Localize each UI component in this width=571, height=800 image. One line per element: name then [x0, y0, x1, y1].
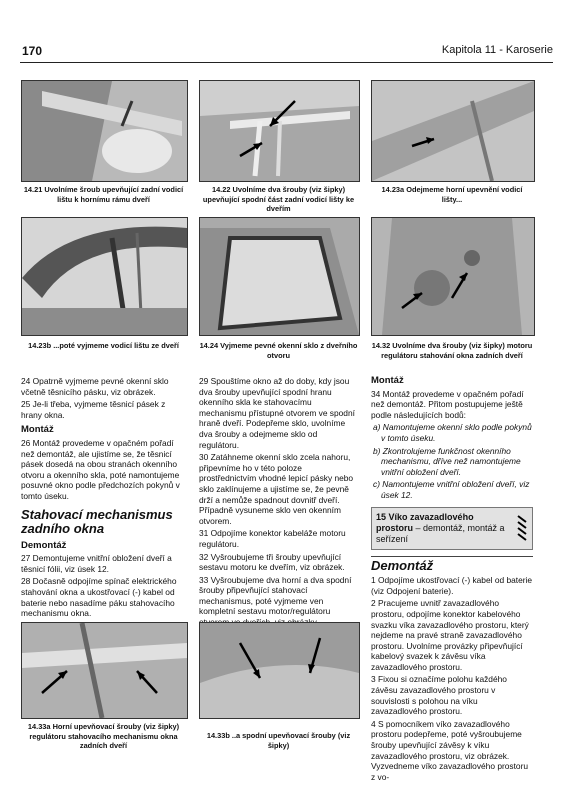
heading-demontaz-2: Demontáž [371, 556, 533, 572]
paragraph-30: 30 Zatáhneme okenní sklo zcela nahoru, připevníme ho v této poloze prostřednictvím vhodné lepicí pásky nebo sklo zaklínujeme a ujistíme se, že pevně drží a nemůže spadnout dovnitř dveří. Případně vysuneme sklo ven okenním otvorem. [199, 452, 354, 526]
photo-14-33a [21, 622, 188, 719]
photo-14-24 [199, 217, 360, 336]
text-column-3 [371, 376, 533, 784]
section-number: 15 [376, 511, 387, 522]
paragraph-24: 24 Opatrně vyjmeme pevné okenní sklo včetně těsnicího pásku, viz obrázek. [21, 376, 169, 397]
text-column-2 [199, 376, 358, 630]
heading-demontaz: Demontáž [21, 539, 67, 551]
paragraph-32: 32 Vyšroubujeme tři šrouby upevňující sestavu motoru ke dveřím, viz obrázek. [199, 551, 345, 573]
paragraph-34: 34 Montáž provedeme v opačném pořadí než demontáž. Přitom postupujeme ještě podle následujících bodů: [371, 388, 524, 420]
caption-14-23b: 14.23b ...poté vyjmeme vodicí lištu ze dveří [28, 341, 179, 350]
paragraph-33: 33 Vyšroubujeme dva horní a dva spodní šrouby připevňující stahovací mechanismus, poté vyjmeme ven kompletní sestavu motor/regulátoru [199, 574, 352, 617]
heading-montaz: Montáž [21, 424, 54, 436]
photo-14-33b [199, 622, 360, 719]
photo-14-32 [371, 217, 535, 336]
list-item-c: c) Namontujeme vnitřní obložení dveří, viz úsek 12. [373, 479, 530, 500]
caption-14-22: 14.22 Uvolníme dva šrouby (viz šipky) upevňující spodní část zadní vodicí lišty ke dveřím [202, 185, 355, 213]
list-item-a: a) Namontujeme okenní sklo podle pokynů v tomto úseku. [373, 422, 532, 443]
paragraph-2: 2 Pracujeme uvnitř zavazadlového prostoru, odpojíme konektor kabelového svazku víka zavazadlového prostoru, který nejdeme na pravé straně zavazadlového prostoru. Uvolníme provázky připevňující kabelový svazek k závěsu víka zavazadlového prostoru. [371, 598, 529, 672]
difficulty-wrench-icon [516, 514, 528, 544]
text-column-1 [21, 376, 186, 621]
caption-14-23a: 14.23a Odejmeme horní upevnění vodicí lišty... [381, 185, 523, 204]
caption-14-32: 14.32 Uvolníme dva šrouby (viz šipky) motoru regulátoru stahování okna zadních dveří [371, 341, 533, 360]
heading-montaz-2: Montáž [371, 375, 404, 386]
photo-14-22 [199, 80, 360, 182]
paragraph-4: 4 S pomocníkem víko zavazadlového prostoru podepřeme, poté vyšroubujeme šrouby upevňující závěsy k víku zavazadlového prostoru, viz obrázek. Vyzvedneme víko zavazadlového prostoru z vo- [371, 718, 529, 782]
paragraph-25: 25 Je-li třeba, vyjmeme těsnicí pásek z hrany okna. [21, 399, 166, 420]
chapter-title: Kapitola 11 - Karoserie [441, 44, 553, 56]
caption-14-33b: 14.33b ..a spodní upevňovací šrouby (viz šipky) [206, 731, 351, 750]
header-rule [20, 62, 553, 63]
paragraph-28: 28 Dočasně odpojíme spínač elektrického stahování okna a ukostřovací (-) kabel od baterie nebo nasadíme páku stahovacího mechanismu okna. [21, 576, 177, 619]
paragraph-29: 29 Spouštíme okno až do doby, kdy jsou dva šrouby upevňující spodní hranu okenního skla ke stahovacímu mechanismu přístupné otvorem ve spodní hraně dveří. Podepřeme sklo, uvolníme dva šrouby a odejmeme sklo od regulátoru. [199, 376, 355, 450]
paragraph-1: 1 Odpojíme ukostřovací (-) kabel od baterie (viz Odpojení baterie). [371, 575, 533, 596]
list-item-b: b) Zkontrolujeme funkčnost okenního mechanismu, dříve než namontujeme vnitřní obložení dveří. [373, 445, 521, 477]
paragraph-3: 3 Fixou si označíme polohu každého závěsu zavazadlového prostoru v souvislosti s polohou na víku zavazadlového prostoru. [371, 674, 507, 717]
photo-14-23b [21, 217, 188, 336]
section-title-trunk-lid: Víko zavazadlového prostoru [376, 511, 474, 533]
paragraph-31: 31 Odpojíme konektor kabeláže motoru regulátoru. [199, 528, 346, 549]
paragraph-27: 27 Demontujeme vnitřní obložení dveří a těsnicí fólii, viz úsek 12. [21, 553, 172, 574]
caption-14-24: 14.24 Vyjmeme pevné okenní sklo z dveřního otvoru [199, 341, 358, 360]
caption-14-33a: 14.33a Horní upevňovací šrouby (viz šipky) regulátoru stahovacího mechanismu okna zadních dveří [27, 722, 180, 750]
section-box-15 [371, 507, 533, 550]
page-number: 170 [22, 44, 43, 58]
section-title-window-regulator: Stahovací mechanismus zadního okna [21, 506, 173, 536]
photo-14-21 [21, 80, 188, 182]
paragraph-26: 26 Montáž provedeme v opačném pořadí než demontáž, ale ujistíme se, že těsnicí pásek dosedá na obou stranách okenního otvoru a okenního skla, poté namontujeme posuvné okno podle předchozích pokynů v tomto úseku. [21, 437, 180, 501]
section-subtitle: – demontáž, montáž a seřízení [376, 522, 505, 544]
photo-14-23a [371, 80, 535, 182]
caption-14-21: 14.21 Uvolníme šroub upevňující zadní vodicí lištu k hornímu rámu dveří [23, 185, 184, 204]
